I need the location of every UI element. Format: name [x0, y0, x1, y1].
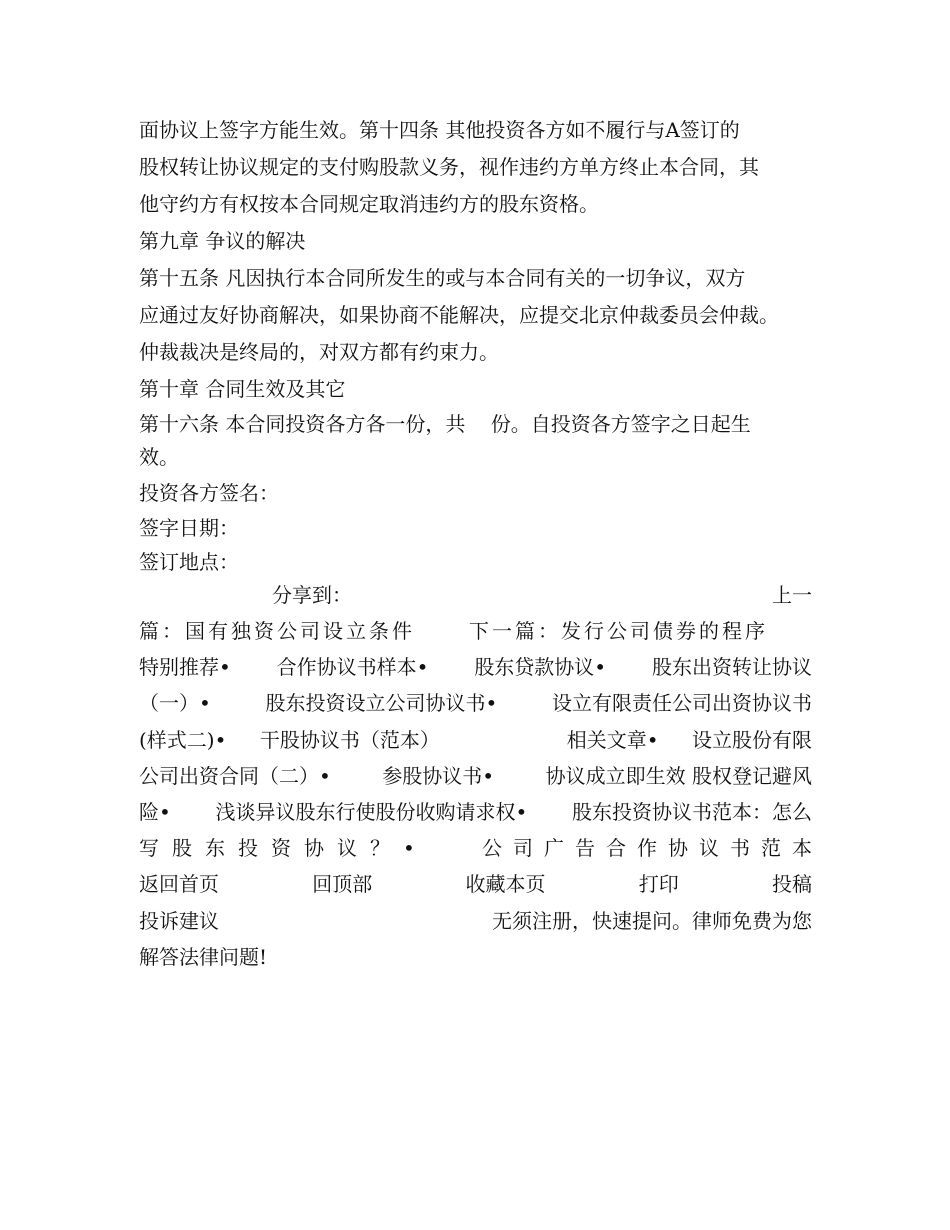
chapter-9-title-text: 第九章 争议的解决	[139, 229, 306, 253]
recommend-label: 特别推荐•	[139, 655, 231, 679]
related-link-effective[interactable]: 协议成立即生效 股权登记避风	[545, 764, 812, 788]
sign-place-label: 签订地点：	[139, 550, 239, 574]
related-link-dissenting[interactable]: 浅谈异议股东行使股份收购请求权•	[215, 800, 528, 824]
related-row-2	[139, 795, 812, 829]
related-link-effective-cont[interactable]: 险•	[139, 800, 171, 824]
recommend-row-1	[139, 650, 812, 684]
signature-line	[139, 476, 812, 510]
prev-next-row	[139, 614, 812, 648]
ask-lawyer-promo-link-cont[interactable]: 解答法律问题!	[139, 945, 268, 969]
recommend-link-transfer[interactable]: 股东出资转让协议	[651, 655, 812, 679]
promo-row	[139, 940, 812, 974]
article-15-line-1	[139, 261, 812, 295]
print-link[interactable]: 打印	[638, 872, 679, 896]
article-15-text-1: 第十五条 凡因执行本合同所发生的或与本合同有关的一切争议，双方	[139, 266, 746, 290]
recommend-link-llc-cont[interactable]: (样式二)•	[139, 728, 227, 752]
article-15-text-2: 应通过友好协商解决，如果协商不能解决，应提交北京仲裁委员会仲裁。	[139, 303, 779, 327]
related-row-1	[139, 759, 812, 793]
back-to-top-link[interactable]: 回顶部	[312, 872, 373, 896]
chapter-10-title-text: 第十章 合同生效及其它	[139, 377, 346, 401]
complaint-link[interactable]: 投诉建议	[139, 909, 219, 933]
next-article-link[interactable]: 下一篇：发行公司债券的程序	[469, 619, 768, 643]
article-15-text-3: 仲裁裁决是终局的，对双方都有约束力。	[139, 340, 499, 364]
recommend-row-2	[139, 686, 812, 720]
article-14-line-3	[139, 187, 812, 221]
recommend-link-dry-share[interactable]: 干股协议书（范本）	[259, 728, 440, 752]
prev-article-link-prefix[interactable]: 上一	[772, 583, 812, 607]
share-row	[139, 578, 812, 612]
bookmark-link[interactable]: 收藏本页	[465, 872, 546, 896]
article-14-line-2	[139, 150, 812, 184]
article-15-line-3	[139, 335, 812, 369]
article-14-text-3: 他守约方有权按本合同规定取消违约方的股东资格。	[139, 192, 599, 216]
share-label: 分享到：	[272, 583, 352, 607]
recommend-link-llc[interactable]: 设立有限责任公司出资协议书	[552, 691, 812, 715]
recommend-link-transfer-cont[interactable]: （一）•	[139, 691, 211, 715]
article-16-line-1	[139, 407, 812, 441]
related-link-advertising[interactable]: 公司广告合作协议书范本	[482, 836, 823, 860]
footer-nav	[139, 867, 812, 901]
related-link-template-cont[interactable]: 写股东投资协议？•	[139, 836, 428, 860]
submit-article-link[interactable]: 投稿	[772, 872, 812, 896]
recommend-link-investment[interactable]: 股东投资设立公司协议书•	[265, 691, 498, 715]
related-link-joint-stock[interactable]: 设立股份有限	[691, 728, 812, 752]
recommend-row-3	[139, 723, 812, 757]
article-15-line-2	[139, 298, 812, 332]
related-link-template[interactable]: 股东投资协议书范本：怎么	[572, 800, 812, 824]
recommend-link-cooperation[interactable]: 合作协议书样本•	[276, 655, 429, 679]
sign-date-line	[139, 511, 812, 545]
article-16-text-2: 效。	[139, 445, 179, 469]
related-link-joint-stock-cont[interactable]: 公司出资合同（二）•	[139, 764, 331, 788]
ask-lawyer-promo-link[interactable]: 无须注册，快速提问。律师免费为您	[492, 909, 812, 933]
article-14-text-2: 股权转让协议规定的支付购股款义务，视作违约方单方终止本合同，其	[139, 155, 759, 179]
chapter-9-title	[139, 224, 812, 258]
article-14-text-1: 面协议上签字方能生效。第十四条 其他投资各方如不履行与A签订的	[139, 118, 740, 142]
prev-article-link[interactable]: 篇：国有独资公司设立条件	[139, 619, 415, 643]
recommend-link-loan[interactable]: 股东贷款协议•	[474, 655, 607, 679]
home-link[interactable]: 返回首页	[139, 872, 219, 896]
article-14-line-1	[139, 113, 812, 147]
related-row-3	[139, 831, 823, 865]
sign-date-label: 签字日期：	[139, 516, 239, 540]
signature-label: 投资各方签名：	[139, 481, 279, 505]
related-label: 相关文章•	[566, 728, 659, 752]
article-16-line-2	[139, 440, 812, 474]
related-link-equity-participation[interactable]: 参股协议书•	[382, 764, 495, 788]
chapter-10-title	[139, 372, 812, 406]
article-16-text-1: 第十六条 本合同投资各方各一份，共 份。自投资各方签字之日起生	[139, 412, 751, 436]
footer-nav-2	[139, 904, 812, 938]
sign-place-line	[139, 545, 812, 579]
